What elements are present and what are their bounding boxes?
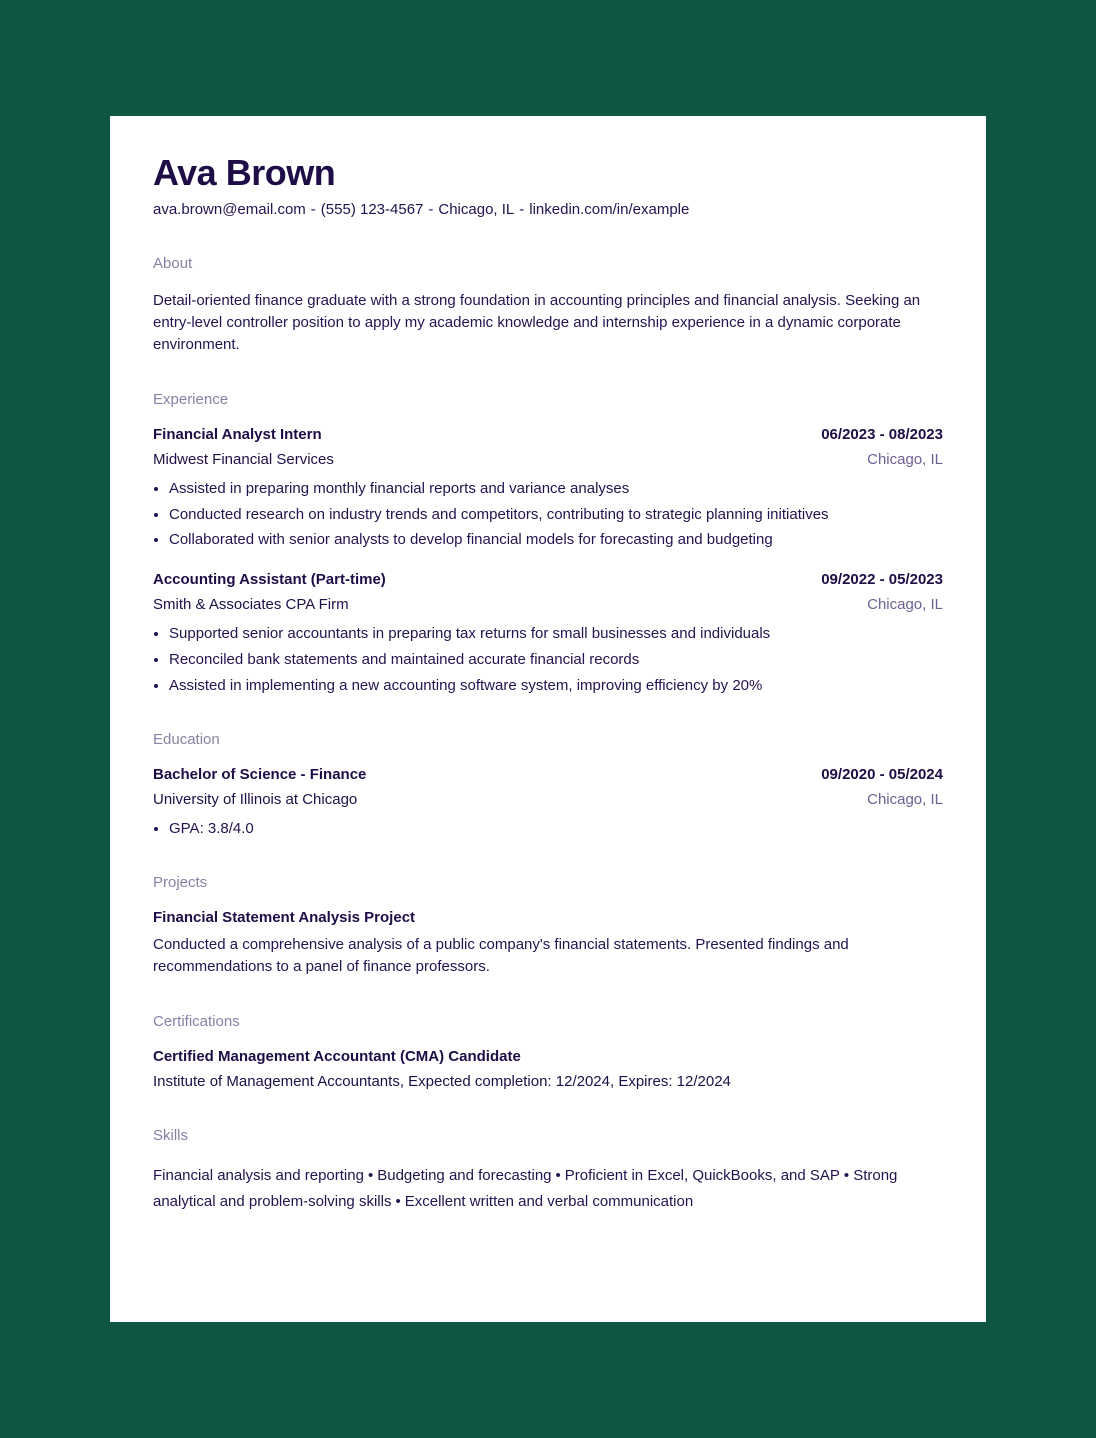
- certification-expires: Expires: 12/2024: [618, 1072, 731, 1090]
- education-dates: 09/2020 - 05/2024: [821, 765, 943, 783]
- experience-company: Midwest Financial Services: [153, 451, 334, 468]
- certification-details: Institute of Management Accountants, Expected completion: 12/2024, Expires: 12/2024: [153, 1072, 731, 1090]
- certification-completion: Expected completion: 12/2024: [408, 1072, 610, 1090]
- experience-entry: [153, 570, 943, 695]
- experience-company: Smith & Associates CPA Firm: [153, 596, 349, 614]
- section-title-skills: Skills: [153, 1126, 189, 1144]
- experience-bullets: [153, 479, 943, 550]
- skill-item: Excellent written and verbal communication: [404, 1192, 694, 1210]
- section-title-certifications: Certifications: [153, 1012, 240, 1030]
- skill-item: Proficient in Excel, QuickBooks, and SAP: [564, 1166, 840, 1184]
- education-school: University of Illinois at Chicago: [153, 790, 358, 808]
- education-location: Chicago, IL: [867, 790, 943, 808]
- contact-separator: -: [519, 201, 525, 218]
- contact-location: Chicago, IL: [438, 201, 515, 218]
- education-bullets: [153, 819, 943, 839]
- list-item: • Assisted in preparing monthly financial reports and variance analyses: [169, 479, 943, 499]
- skill-item: Financial analysis and reporting: [153, 1166, 364, 1184]
- candidate-name: Ava Brown: [153, 152, 336, 193]
- project-entry: [153, 908, 943, 978]
- skill-item: Budgeting and forecasting: [377, 1166, 552, 1184]
- list-item: • Reconciled bank statements and maintained accurate financial records: [169, 650, 943, 670]
- list-item: • Assisted in implementing a new accounting software system, improving efficiency by 20%: [169, 676, 943, 696]
- experience-bullets: [153, 624, 943, 695]
- section-title-education: Education: [153, 730, 220, 748]
- section-title-projects: Projects: [153, 873, 208, 891]
- section-title-experience: Experience: [153, 391, 229, 408]
- list-item: • Conducted research on industry trends and competitors, contributing to strategic planning initiatives: [169, 505, 943, 525]
- experience-role: Accounting Assistant (Part-time): [153, 571, 386, 589]
- list-item: • Supported senior accountants in preparing tax returns for small businesses and individuals: [169, 624, 943, 644]
- education-degree: Bachelor of Science - Finance: [153, 765, 367, 783]
- project-description: Conducted a comprehensive analysis of a public company's financial statements. Presented findings and recommendations to a panel of finance professors.: [153, 935, 849, 975]
- resume-page: [110, 116, 986, 1322]
- certification-name: Certified Management Accountant (CMA) Candidate: [153, 1047, 521, 1065]
- experience-dates: 06/2023 - 08/2023: [821, 426, 943, 443]
- contact-phone: (555) 123-4567: [320, 201, 424, 218]
- skill-separator: •: [367, 1166, 374, 1184]
- experience-dates: 09/2022 - 05/2023: [821, 571, 943, 589]
- certification-entry: [153, 1047, 943, 1092]
- about-text: Detail-oriented finance graduate with a strong foundation in accounting principles and financial analysis. Seeking an entry-level controller position to apply my academic knowledge and internship experience in a dynamic corporate environment.: [153, 292, 921, 353]
- contact-separator: -: [428, 201, 434, 218]
- experience-entry: [153, 425, 943, 550]
- certification-issuer: Institute of Management Accountants: [153, 1072, 400, 1090]
- experience-role: Financial Analyst Intern: [153, 426, 322, 443]
- skill-separator: •: [395, 1192, 401, 1210]
- skill-separator: •: [843, 1166, 850, 1184]
- list-item: • Collaborated with senior analysts to develop financial models for forecasting and budgeting: [169, 530, 943, 550]
- contact-linkedin: linkedin.com/in/example: [529, 201, 690, 218]
- contact-line: [153, 200, 943, 220]
- skill-separator: •: [555, 1166, 561, 1184]
- skill-item: Strong analytical and problem-solving skills: [153, 1166, 898, 1210]
- experience-location: Chicago, IL: [867, 451, 943, 468]
- contact-separator: -: [310, 201, 316, 218]
- list-item: • GPA: 3.8/4.0: [169, 819, 943, 839]
- contact-email: ava.brown@email.com: [153, 201, 306, 218]
- experience-location: Chicago, IL: [867, 596, 943, 614]
- section-title-about: About: [153, 255, 193, 272]
- education-entry: [153, 765, 943, 839]
- project-name: Financial Statement Analysis Project: [153, 908, 416, 926]
- skills-list: [153, 1163, 943, 1215]
